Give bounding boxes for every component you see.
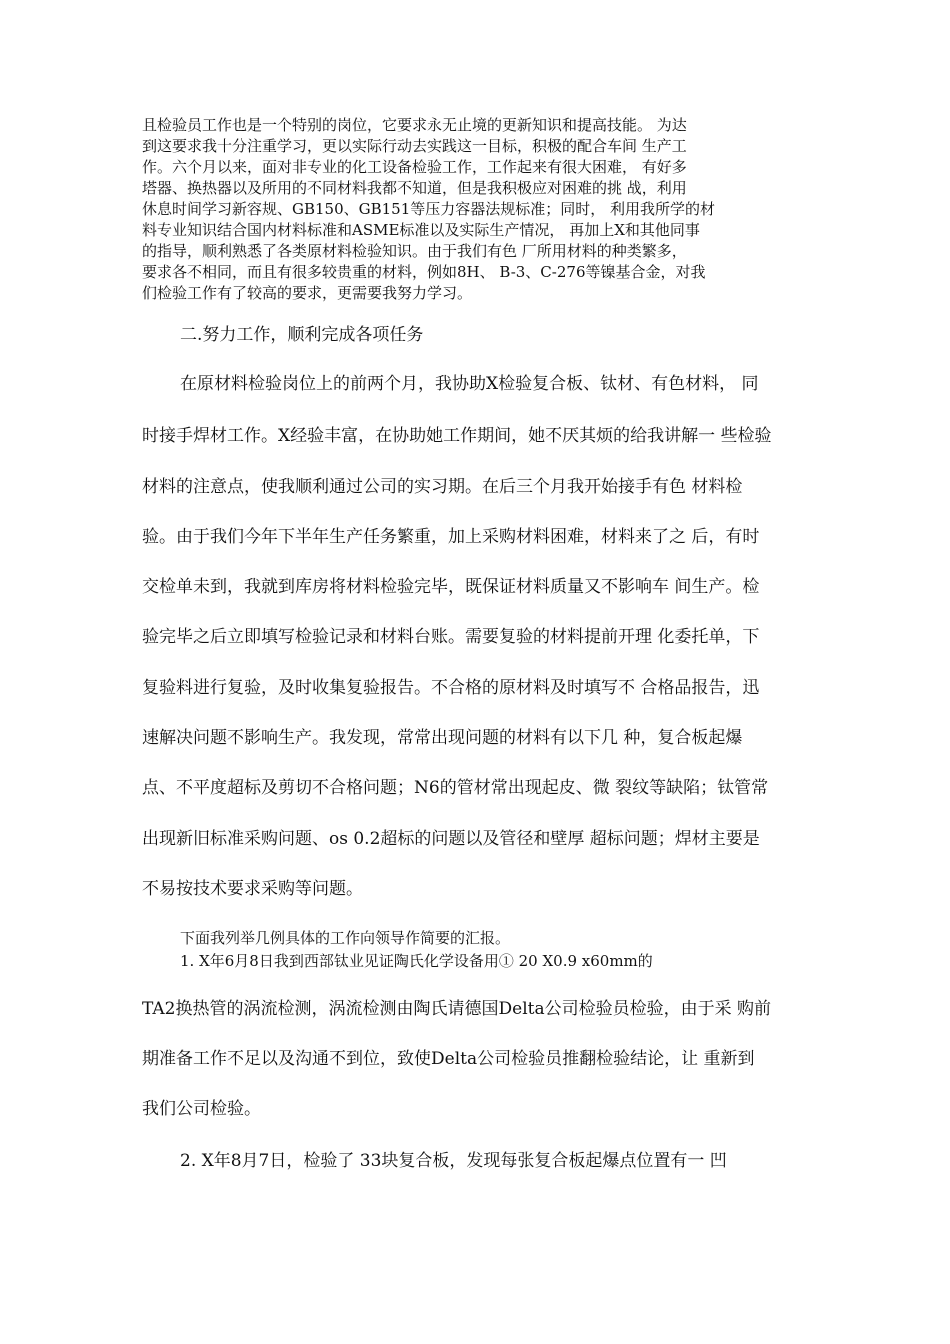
paragraph-2-line: 在原材料检验岗位上的前两个月，我协助X检验复合板、钛材、有色材料， 同 [180,374,759,394]
paragraph-2-line: 出现新旧标准采购问题、os 0.2超标的问题以及管径和壁厚 超标问题；焊材主要是 [142,829,760,849]
intro-line: 下面我列举几例具体的工作向领导作简要的汇报。 [180,929,511,947]
paragraph-2-line: 交检单未到，我就到库房将材料检验完毕，既保证材料质量又不影响车 间生产。检 [142,577,760,597]
paragraph-1-line: 的指导，顺利熟悉了各类原材料检验知识。由于我们有色 厂所用材料的种类繁多， [142,242,687,260]
paragraph-1-line: 且检验员工作也是一个特别的岗位，它要求永无止境的更新知识和提高技能。 为达 [142,116,687,134]
list-item-1-line: 我们公司检验。 [142,1099,261,1119]
paragraph-2-line: 验。由于我们今年下半年生产任务繁重，加上采购材料困难，材料来了之 后，有时 [142,527,760,547]
paragraph-2-line: 速解决问题不影响生产。我发现，常常出现问题的材料有以下几 种，复合板起爆 [142,728,743,748]
paragraph-2-line: 复验料进行复验，及时收集复验报告。不合格的原材料及时填写不 合格品报告，迅 [142,678,760,698]
paragraph-1-line: 料专业知识结合国内材料标准和ASME标准以及实际生产情况， 再加上X和其他同事 [142,221,700,239]
list-item-1-line: TA2换热管的涡流检测，涡流检测由陶氏请德国Delta公司检验员检验，由于采 购前 [142,999,771,1019]
list-item-1-first-line: 1. X年6月8日我到西部钛业见证陶氏化学设备用① 20 X0.9 x60mm的 [180,952,653,970]
list-item-2-first-line: 2. X年8月7日，检验了 33块复合板，发现每张复合板起爆点位置有一 凹 [180,1151,727,1171]
paragraph-1-line: 作。六个月以来，面对非专业的化工设备检验工作，工作起来有很大困难， 有好多 [142,158,687,176]
paragraph-2-line: 点、不平度超标及剪切不合格问题；N6的管材常出现起皮、微 裂纹等缺陷；钛管常 [142,778,769,798]
paragraph-1-line: 塔器、换热器以及所用的不同材料我都不知道，但是我积极应对困难的挑 战，利用 [142,179,687,197]
paragraph-2-line: 材料的注意点，使我顺利通过公司的实习期。在后三个月我开始接手有色 材料检 [142,477,743,497]
paragraph-2-line: 时接手焊材工作。X经验丰富，在协助她工作期间，她不厌其烦的给我讲解一 些检验 [142,426,772,446]
paragraph-1-line: 到这要求我十分注重学习，更以实际行动去实践这一目标，积极的配合车间 生产工 [142,137,687,155]
section-heading: 二.努力工作，顺利完成各项任务 [180,325,424,345]
paragraph-1-line: 要求各不相同，而且有很多较贵重的材料，例如8H、 B-3、C-276等镍基合金，对我 [142,263,706,281]
paragraph-2-line: 不易按技术要求采购等问题。 [142,879,363,899]
paragraph-2-line: 验完毕之后立即填写检验记录和材料台账。需要复验的材料提前开理 化委托单，下 [142,627,760,647]
paragraph-1-line: 休息时间学习新容规、GB150、GB151等压力容器法规标准；同时， 利用我所学的材 [142,200,716,218]
paragraph-1-line: 们检验工作有了较高的要求，更需要我努力学习。 [142,284,473,302]
list-item-1-line: 期准备工作不足以及沟通不到位，致使Delta公司检验员推翻检验结论，让 重新到 [142,1049,755,1069]
